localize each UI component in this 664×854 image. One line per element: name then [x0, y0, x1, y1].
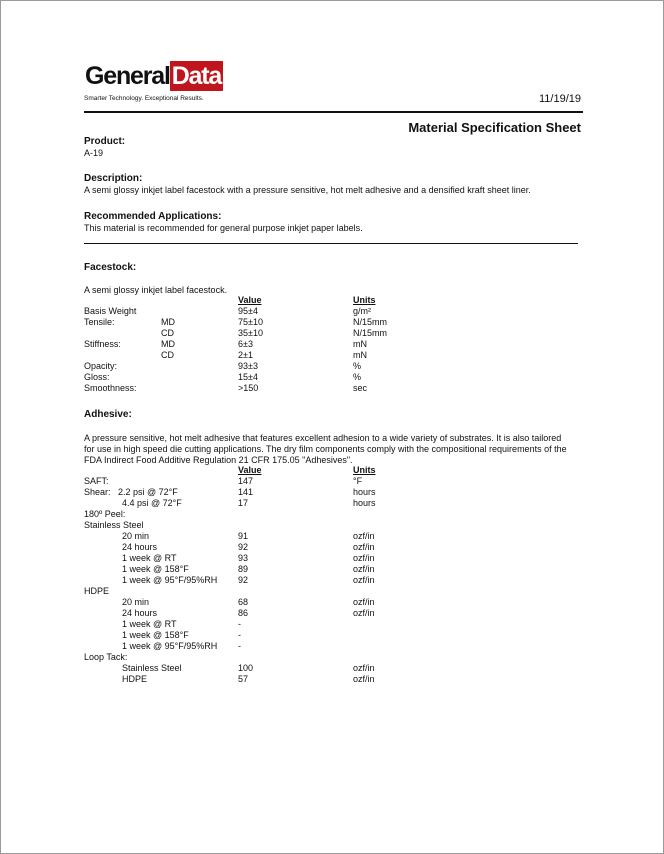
adhesive-value-header: Value: [238, 465, 262, 475]
table-row: [1, 652, 664, 663]
table-row: [1, 383, 664, 394]
property-label: 20 min: [122, 597, 150, 607]
document-date: 11/19/19: [538, 93, 581, 105]
table-row: [1, 361, 664, 372]
table-row: [1, 542, 664, 553]
product-heading: Product:: [84, 136, 126, 147]
property-value: 57: [238, 674, 249, 684]
property-unit: ozf/in: [353, 597, 375, 607]
property-value: -: [238, 619, 241, 629]
property-value: 92: [238, 575, 249, 585]
product-value: A-19: [84, 148, 104, 158]
table-row: [1, 641, 664, 652]
property-unit: g/m²: [353, 306, 371, 316]
facestock-value-header: Value: [238, 295, 262, 305]
property-label: Basis Weight: [84, 306, 137, 316]
property-unit: ozf/in: [353, 564, 375, 574]
property-value: 93: [238, 553, 249, 563]
property-unit: N/15mm: [353, 328, 388, 338]
property-unit: ozf/in: [353, 553, 375, 563]
property-value: 89: [238, 564, 249, 574]
table-row: [1, 553, 664, 564]
property-label: 20 min: [122, 531, 150, 541]
table-row: [1, 372, 664, 383]
property-label: 4.4 psi @ 72°F: [122, 498, 182, 508]
property-unit: sec: [353, 383, 368, 393]
property-value: 75±10: [238, 317, 263, 327]
logo-text-data: Data: [171, 62, 222, 90]
table-row: [1, 498, 664, 509]
page-title: Material Specification Sheet: [408, 120, 581, 135]
property-label: 24 hours: [122, 542, 158, 552]
property-unit: ozf/in: [353, 608, 375, 618]
table-row: [1, 350, 664, 361]
property-value: 95±4: [238, 306, 258, 316]
property-value: 92: [238, 542, 249, 552]
table-row: [1, 564, 664, 575]
property-label: Opacity:: [84, 361, 118, 371]
property-label: Gloss:: [84, 372, 110, 382]
property-unit: %: [353, 372, 362, 382]
property-label: 1 week @ 95°F/95%RH: [122, 641, 218, 651]
property-label: 1 week @ 95°F/95%RH: [122, 575, 218, 585]
property-value: 6±3: [238, 339, 253, 349]
property-unit: mN: [353, 339, 367, 349]
property-label: 1 week @ 158°F: [122, 564, 189, 574]
applications-text: This material is recommended for general purpose inkjet paper labels.: [84, 223, 363, 233]
property-label: HDPE: [84, 586, 110, 596]
property-label: 1 week @ RT: [122, 619, 177, 629]
facestock-heading: Facestock:: [84, 262, 137, 273]
general-data-logo: [84, 61, 222, 91]
property-unit: hours: [353, 487, 376, 497]
logo-text-general: General: [85, 62, 170, 90]
adhesive-column-headers: [1, 465, 664, 476]
property-unit: ozf/in: [353, 674, 375, 684]
property-unit: °F: [353, 476, 363, 486]
direction-label: CD: [161, 328, 174, 338]
property-value: 86: [238, 608, 249, 618]
table-row: [1, 339, 664, 350]
property-unit: %: [353, 361, 362, 371]
property-label: Loop Tack:: [84, 652, 128, 662]
table-row: [1, 520, 664, 531]
table-row: [1, 597, 664, 608]
property-label: Tensile:: [84, 317, 115, 327]
property-value: -: [238, 630, 241, 640]
property-label: 1 week @ RT: [122, 553, 177, 563]
section-divider: [84, 243, 578, 244]
property-label: Stainless Steel: [84, 520, 144, 530]
adhesive-units-header: Units: [353, 465, 376, 475]
adhesive-heading: Adhesive:: [84, 409, 132, 420]
table-row: [1, 317, 664, 328]
table-row: [1, 586, 664, 597]
header-divider: [84, 111, 583, 113]
property-value: -: [238, 641, 241, 651]
table-row: [1, 575, 664, 586]
table-row: [1, 328, 664, 339]
company-tagline: Smarter Technology. Exceptional Results.: [84, 95, 204, 102]
table-row: [1, 663, 664, 674]
description-text: A semi glossy inkjet label facestock with a pressure sensitive, hot melt adhesive and a densified kraft sheet liner.: [84, 185, 531, 195]
property-value: 91: [238, 531, 249, 541]
property-value: 2±1: [238, 350, 253, 360]
property-value: 35±10: [238, 328, 263, 338]
property-label: HDPE: [122, 674, 148, 684]
table-row: [1, 476, 664, 487]
property-value: >150: [238, 383, 259, 393]
property-label: 180º Peel:: [84, 509, 126, 519]
facestock-intro: A semi glossy inkjet label facestock.: [84, 285, 228, 295]
property-value: 17: [238, 498, 249, 508]
property-unit: mN: [353, 350, 367, 360]
table-row: [1, 509, 664, 520]
property-unit: ozf/in: [353, 531, 375, 541]
property-value: 147: [238, 476, 254, 486]
description-heading: Description:: [84, 173, 143, 184]
property-unit: ozf/in: [353, 575, 375, 585]
property-value: 141: [238, 487, 254, 497]
direction-label: CD: [161, 350, 174, 360]
property-value: 93±3: [238, 361, 258, 371]
facestock-units-header: Units: [353, 295, 376, 305]
property-label: Shear: 2.2 psi @ 72°F: [84, 487, 178, 497]
property-unit: N/15mm: [353, 317, 388, 327]
direction-label: MD: [161, 339, 175, 349]
property-label: 1 week @ 158°F: [122, 630, 189, 640]
table-row: [1, 306, 664, 317]
table-row: [1, 619, 664, 630]
table-row: [1, 487, 664, 498]
direction-label: MD: [161, 317, 175, 327]
adhesive-intro: A pressure sensitive, hot melt adhesive that features excellent adhesion to a wide variety of substrates. It is also tailored for use in high speed die cutting applications. The dry film components comply with the compositional requirements of the FDA Indirect Food Additive Regulation 21 CFR 175.05 "Adhesives".: [84, 433, 567, 465]
facestock-column-headers: [1, 295, 664, 306]
property-label: Smoothness:: [84, 383, 137, 393]
property-value: 15±4: [238, 372, 258, 382]
table-row: [1, 531, 664, 542]
table-row: [1, 608, 664, 619]
applications-heading: Recommended Applications:: [84, 211, 222, 222]
property-label: Stainless Steel: [122, 663, 182, 673]
property-value: 100: [238, 663, 254, 673]
property-value: 68: [238, 597, 249, 607]
table-row: [1, 674, 664, 685]
property-unit: ozf/in: [353, 663, 375, 673]
property-label: SAFT:: [84, 476, 109, 486]
property-label: 24 hours: [122, 608, 158, 618]
property-unit: ozf/in: [353, 542, 375, 552]
property-unit: hours: [353, 498, 376, 508]
table-row: [1, 630, 664, 641]
property-label: Stiffness:: [84, 339, 121, 349]
